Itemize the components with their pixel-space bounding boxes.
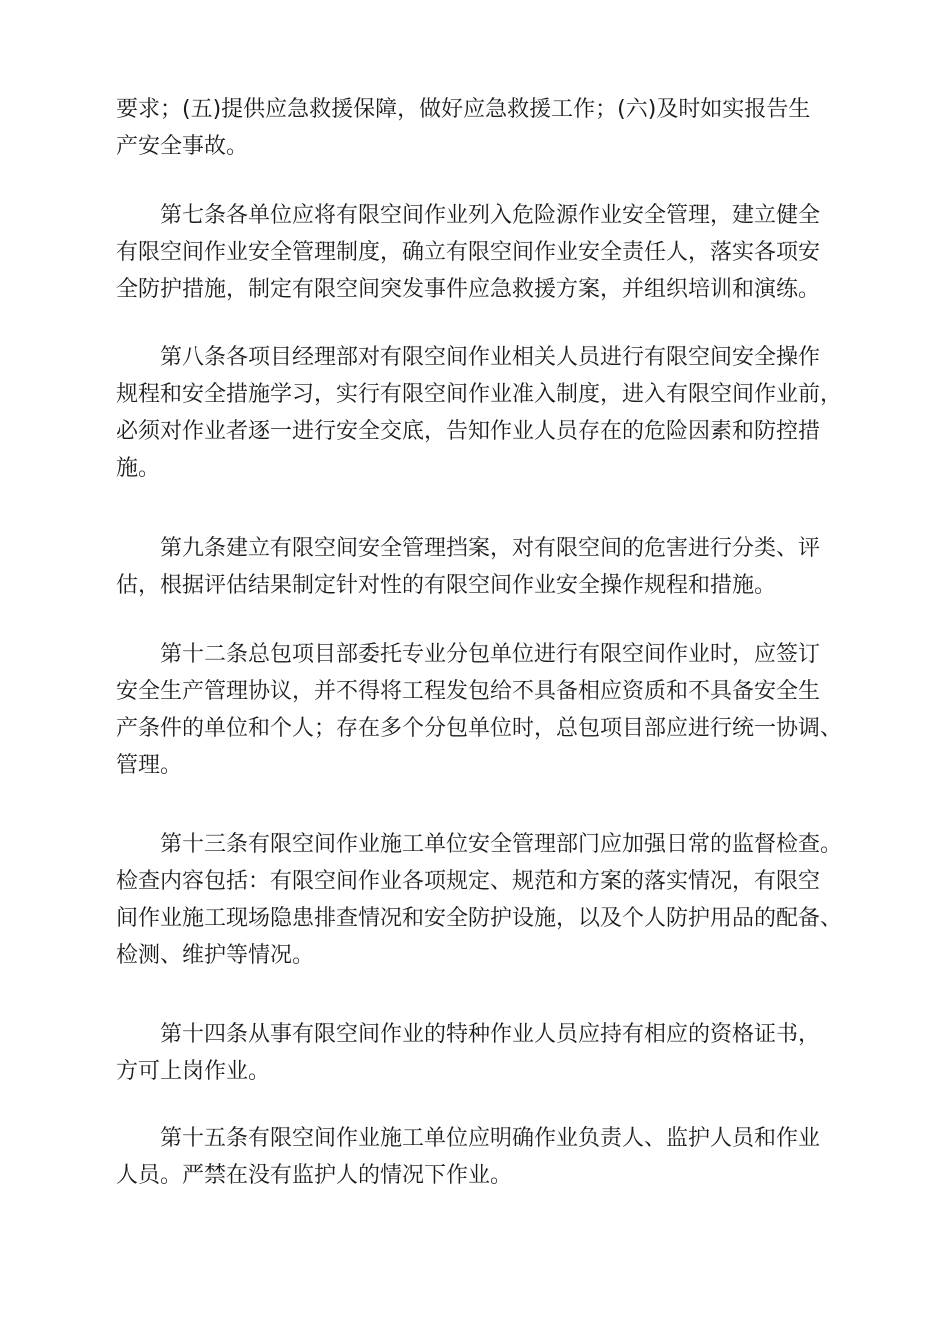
article-7-paragraph (116, 197, 836, 308)
text-line: 第十二条总包项目部委托专业分包单位进行有限空间作业时，应签订 (160, 642, 821, 667)
text-line: 第十三条有限空间作业施工单位安全管理部门应加强日常的监督检查。 (160, 832, 843, 857)
text-line: 第九条建立有限空间安全管理挡案，对有限空间的危害进行分类、评 (160, 536, 821, 561)
text-line: 施。 (116, 456, 161, 481)
text-line: 规程和安全措施学习，实行有限空间作业准入制度，进入有限空间作业前， (116, 382, 843, 407)
text-line: 管理。 (116, 753, 183, 778)
text-line: 第七条各单位应将有限空间作业列入危险源作业安全管理，建立健全 (160, 203, 821, 228)
article-14-paragraph (116, 1016, 836, 1090)
text-line: 检查内容包括：有限空间作业各项规定、规范和方案的落实情况，有限空 (116, 869, 821, 894)
text-line: 估，根据评估结果制定针对性的有限空间作业安全操作规程和措施。 (116, 573, 777, 598)
text-line: 有限空间作业安全管理制度，确立有限空间作业安全责任人，落实各项安 (116, 240, 821, 265)
article-12-paragraph (116, 636, 843, 784)
text-line: 全防护措施，制定有限空间突发事件应急救援方案，并组织培训和演练。 (116, 277, 821, 302)
text-line: 产条件的单位和个人；存在多个分包单位时，总包项目部应进行统一协调、 (116, 716, 843, 741)
article-9-paragraph (116, 530, 836, 604)
text-line: 必须对作业者逐一进行安全交底，告知作业人员存在的危险因素和防控措 (116, 419, 821, 444)
text-line: 第十五条有限空间作业施工单位应明确作业负责人、监护人员和作业 (160, 1126, 821, 1151)
text-line: 检测、维护等情况。 (116, 943, 315, 968)
paragraph-continuation (116, 91, 836, 165)
text-line: 第八条各项目经理部对有限空间作业相关人员进行有限空间安全操作 (160, 345, 821, 370)
text-line: 安全生产管理协议，并不得将工程发包给不具备相应资质和不具备安全生 (116, 679, 821, 704)
article-15-paragraph (116, 1120, 836, 1194)
text-line: 要求；(五)提供应急救援保障，做好应急救援工作；(六)及时如实报告生 (116, 97, 811, 122)
text-line: 第十四条从事有限空间作业的特种作业人员应持有相应的资格证书， (160, 1022, 821, 1047)
text-line: 方可上岗作业。 (116, 1059, 271, 1084)
article-13-paragraph (116, 826, 843, 974)
text-line: 间作业施工现场隐患排查情况和安全防护设施，以及个人防护用品的配备、 (116, 906, 843, 931)
text-line: 人员。严禁在没有监护人的情况下作业。 (116, 1163, 513, 1188)
text-line: 产安全事故。 (116, 134, 249, 159)
article-8-paragraph (116, 339, 843, 487)
